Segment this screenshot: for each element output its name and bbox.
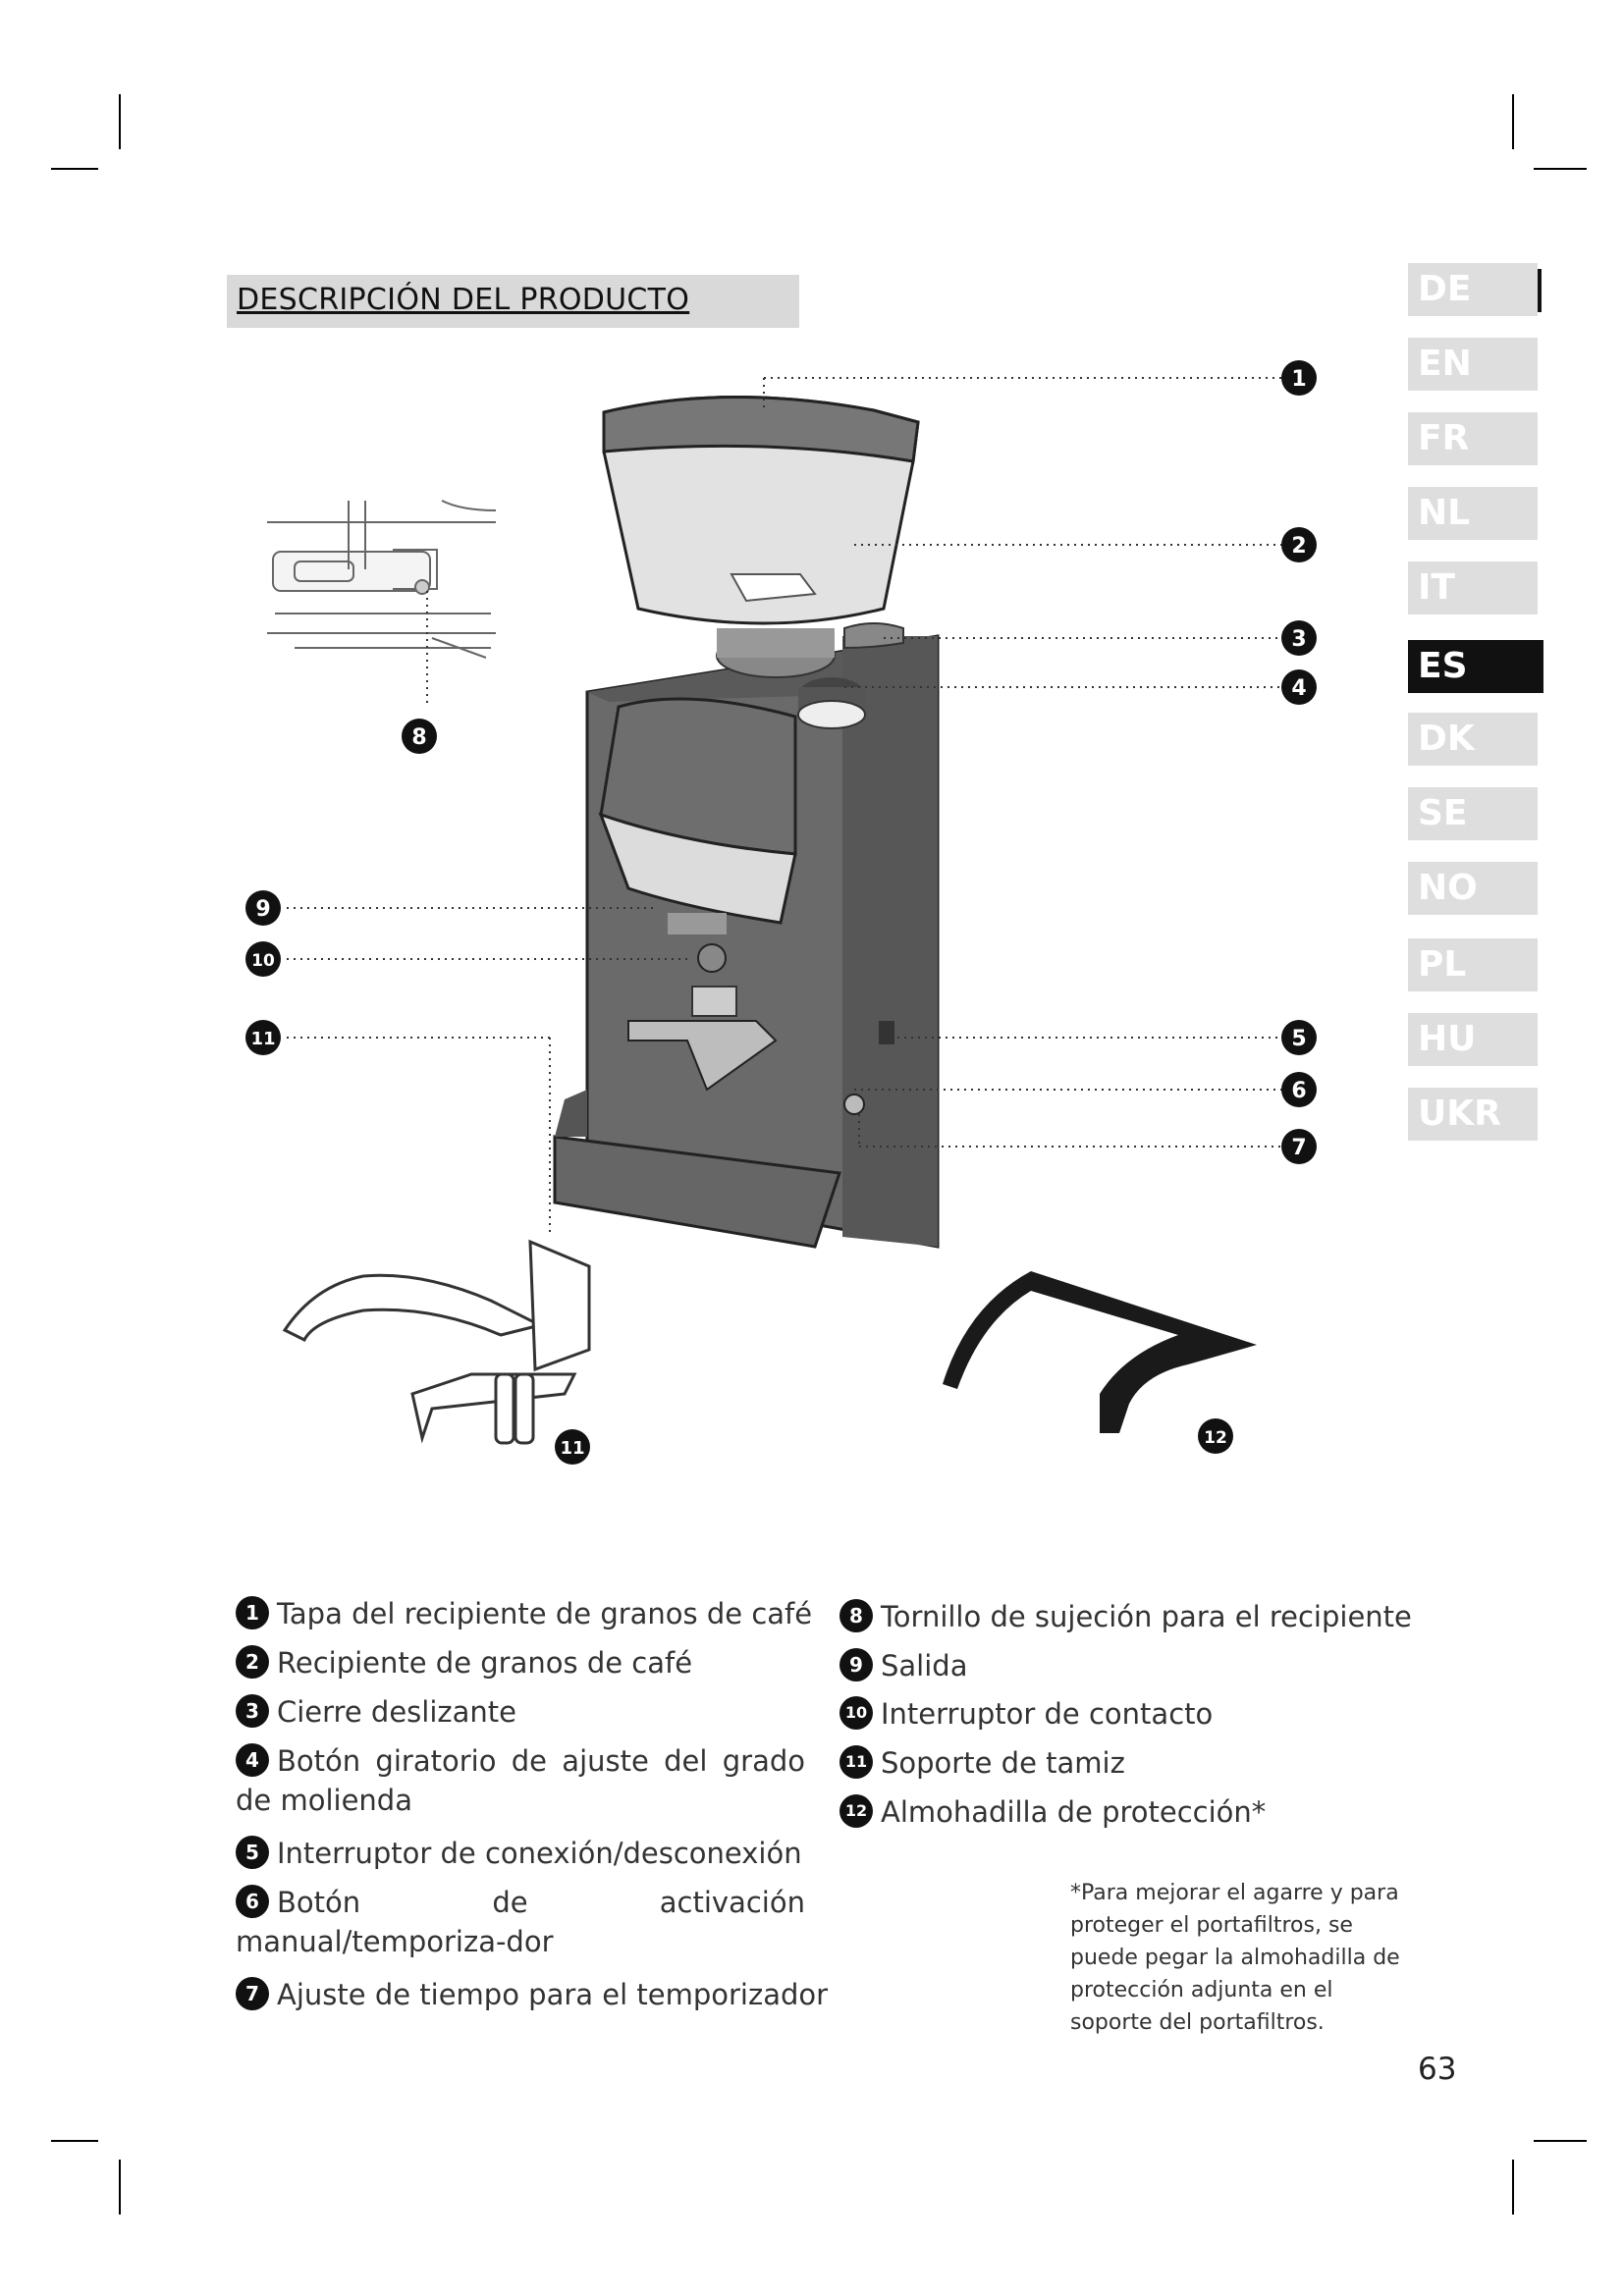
legend-item-3 [236, 1695, 516, 1731]
lang-tab-fr[interactable]: FR [1408, 412, 1538, 465]
callout-11 [245, 1020, 281, 1055]
callout-8 [402, 719, 437, 754]
callout-4 [1281, 669, 1317, 705]
callout-5 [1281, 1020, 1317, 1055]
callout-4-label: 4 [1291, 676, 1307, 701]
lang-tab-de[interactable]: DE [1408, 263, 1538, 316]
sieve-holder-detail [285, 1242, 589, 1443]
legend-text-10: Interruptor de contacto [881, 1697, 1214, 1731]
legend-item-2 [236, 1646, 692, 1682]
callout-12 [1198, 1418, 1233, 1454]
legend-text-12: Almohadilla de protección* [881, 1795, 1267, 1829]
callout-2-label: 2 [1291, 534, 1307, 559]
legend-num-2: 2 [236, 1645, 269, 1679]
section-title: DESCRIPCIÓN DEL PRODUCTO [237, 283, 690, 317]
callout-9 [245, 890, 281, 926]
legend-text-3: Cierre deslizante [277, 1695, 516, 1729]
lang-tab-en[interactable]: EN [1408, 338, 1538, 391]
legend-text-2: Recipiente de granos de café [277, 1646, 693, 1680]
legend-text-1: Tapa del recipiente de granos de café [277, 1597, 813, 1630]
page-number: 63 [1418, 2052, 1457, 2087]
lang-tab-no[interactable]: NO [1408, 862, 1538, 915]
legend-item-12 [839, 1795, 1266, 1831]
callout-10-label: 10 [251, 951, 275, 971]
callout-9-label: 9 [255, 897, 271, 922]
legend-item-5 [236, 1837, 802, 1872]
lang-tab-it[interactable]: IT [1408, 561, 1538, 614]
legend-num-4: 4 [236, 1743, 269, 1777]
legend-num-6: 6 [236, 1885, 269, 1918]
callout-11-detail-label: 11 [560, 1438, 585, 1459]
lang-tab-hu[interactable]: HU [1408, 1013, 1538, 1066]
lang-tab-nl[interactable]: NL [1408, 487, 1538, 540]
legend-num-9: 9 [839, 1648, 873, 1682]
legend-text-7: Ajuste de tiempo para el temporizador [277, 1978, 829, 2011]
callout-1-label: 1 [1291, 367, 1307, 392]
callout-3 [1281, 620, 1317, 656]
lang-tab-es[interactable]: ES [1408, 640, 1538, 693]
legend-text-5: Interruptor de conexión/desconexión [277, 1837, 802, 1870]
callout-5-label: 5 [1291, 1027, 1307, 1051]
callout-10 [245, 941, 281, 977]
legend-item-10 [839, 1697, 1213, 1733]
lang-tab-ukr[interactable]: UKR [1408, 1088, 1538, 1141]
lang-tab-pl[interactable]: PL [1408, 938, 1538, 991]
callout-1 [1281, 360, 1317, 396]
callout-11-detail [555, 1429, 590, 1465]
legend-item-8 [839, 1600, 1412, 1635]
legend-item-4 [236, 1741, 805, 1820]
callout-11-label: 11 [250, 1029, 276, 1049]
legend-num-1: 1 [236, 1596, 269, 1629]
legend-item-11 [839, 1746, 1125, 1782]
legend-num-8: 8 [839, 1599, 873, 1632]
legend-text-9: Salida [881, 1649, 968, 1682]
protection-pad-shape [943, 1271, 1257, 1433]
callout-6 [1281, 1072, 1317, 1107]
callout-7-label: 7 [1291, 1136, 1307, 1160]
legend-num-5: 5 [236, 1836, 269, 1869]
callout-7 [1281, 1129, 1317, 1164]
legend-text-4: Botón giratorio de ajuste del grado de molienda [236, 1744, 805, 1817]
legend-text-8: Tornillo de sujeción para el recipiente [881, 1600, 1412, 1633]
legend-num-10: 10 [839, 1696, 873, 1730]
legend-item-1 [236, 1597, 812, 1632]
legend-item-9 [839, 1649, 967, 1684]
footnote: *Para mejorar el agarre y para proteger el portafiltros, se puede pegar la almohadilla de protección adjunta en el soporte del portafiltros. [1070, 1881, 1400, 2035]
legend-num-12: 12 [839, 1794, 873, 1828]
legend-item-6 [236, 1883, 805, 1961]
legend-item-7 [236, 1978, 828, 2013]
legend-num-7: 7 [236, 1977, 269, 2010]
callout-3-label: 3 [1291, 627, 1307, 652]
legend-num-3: 3 [236, 1694, 269, 1728]
inset-screw-detail [267, 501, 496, 658]
legend-text-11: Soporte de tamiz [881, 1746, 1125, 1780]
lang-tab-se[interactable]: SE [1408, 787, 1538, 840]
lang-tab-dk[interactable]: DK [1408, 713, 1538, 766]
callout-6-label: 6 [1291, 1079, 1307, 1103]
callout-8-label: 8 [411, 725, 427, 750]
legend-num-11: 11 [839, 1745, 873, 1779]
callout-2 [1281, 527, 1317, 562]
callout-12-label: 12 [1204, 1428, 1227, 1448]
legend-text-6: Botón de activación manual/temporiza-dor [236, 1886, 805, 1958]
grinder-body [555, 397, 938, 1247]
